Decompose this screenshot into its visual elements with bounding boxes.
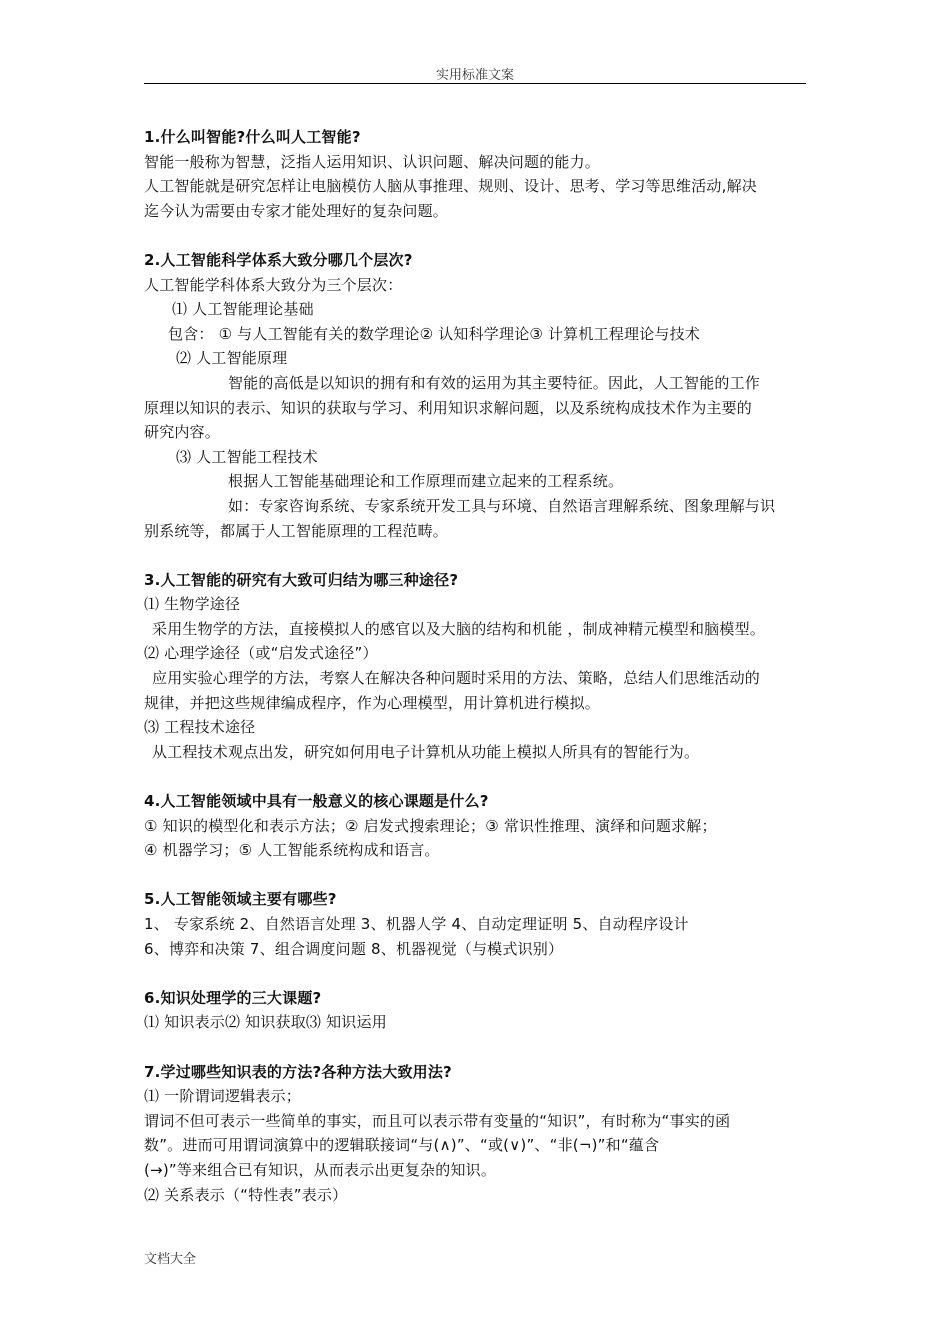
text-line: 6、博弈和决策 7、组合调度问题 8、机器视觉（与模式识别） — [144, 939, 564, 958]
text-line: ⑴ 一阶谓词逻辑表示； — [144, 1087, 301, 1106]
text-line: 谓词不但可表示一些简单的事实，而且可以表示带有变量的“知识”，有时称为“事实的函 — [144, 1111, 731, 1130]
text-line: 1、 专家系统 2、自然语言处理 3、机器人学 4、自动定理证明 5、自动程序设计 — [144, 915, 689, 933]
text-line: ⑴ 生物学途径 — [144, 595, 241, 614]
page-footer: 文档大全 — [144, 1252, 197, 1267]
question-6-title: 6.知识处理学的三大课题? — [144, 988, 322, 1007]
question-4-title: 4.人工智能领域中具有一般意义的核心课题是什么? — [144, 792, 489, 811]
text-line: ① 知识的模型化和表示方法；② 启发式搜索理论；③ 常识性推理、演绎和问题求解； — [144, 816, 717, 835]
text-line: ④ 机器学习；⑤ 人工智能系统构成和语言。 — [144, 841, 440, 860]
text-line: 智能的高低是以知识的拥有和有效的运用为其主要特征。因此，人工智能的工作 — [228, 373, 761, 392]
text-line: ⑶ 工程技术途径 — [144, 718, 256, 737]
text-line: 数”。进而可用谓词演算中的逻辑联接词“与(∧)”、“或(∨)”、“非(¬)”和“蕴含 — [144, 1136, 660, 1155]
text-line: (→)”等来组合已有知识，从而表示出更复杂的知识。 — [144, 1160, 497, 1179]
question-5-title: 5.人工智能领域主要有哪些? — [144, 890, 337, 909]
text-line: ⑵ 心理学途径（或“启发式途径”） — [144, 644, 378, 663]
text-line: 原理以知识的表示、知识的获取与学习、利用知识求解问题，以及系统构成技术作为主要的 — [144, 398, 753, 417]
question-2-title: 2.人工智能科学体系大致分哪几个层次? — [144, 250, 413, 269]
question-3-title: 3.人工智能的研究有大致可归结为哪三种途径? — [144, 570, 459, 589]
text-line: 别系统等，都属于人工智能原理的工程范畴。 — [144, 521, 449, 540]
text-line: 如：专家咨询系统、专家系统开发工具与环境、自然语言理解系统、图象理解与识 — [228, 496, 776, 515]
text-line: 智能一般称为智慧，泛指人运用知识、认识问题、解决问题的能力。 — [144, 152, 601, 171]
text-line: ⑴ 人工智能理论基础 — [172, 300, 314, 319]
question-1-title: 1.什么叫智能?什么叫人工智能? — [144, 128, 361, 146]
text-line: 人工智能就是研究怎样让电脑模仿人脑从事推理、规则、设计、思考、学习等思维活动,解决 — [144, 177, 757, 196]
text-line: 包含： ① 与人工智能有关的数学理论② 认知科学理论③ 计算机工程理论与技术 — [168, 324, 701, 343]
text-line: 研究内容。 — [144, 423, 221, 442]
text-line: 规律，并把这些规律编成程序，作为心理模型，用计算机进行模拟。 — [144, 693, 601, 712]
page-header: 实用标准文案 — [435, 68, 514, 83]
text-line: ⑶ 人工智能工程技术 — [176, 447, 318, 466]
text-line: 迄今认为需要由专家才能处理好的复杂问题。 — [144, 201, 449, 220]
question-7-title: 7.学过哪些知识表的方法?各种方法大致用法? — [144, 1062, 452, 1081]
header-divider — [144, 83, 806, 84]
text-line: 从工程技术观点出发，研究如何用电子计算机从功能上模拟人所具有的智能行为。 — [152, 742, 700, 761]
text-line: ⑴ 知识表示⑵ 知识获取⑶ 知识运用 — [144, 1013, 387, 1032]
text-line: 人工智能学科体系大致分为三个层次： — [144, 275, 403, 294]
document-body — [144, 125, 816, 1207]
text-line: 应用实验心理学的方法，考察人在解决各种问题时采用的方法、策略，总结人们思维活动的 — [152, 669, 761, 688]
text-line: 根据人工智能基础理论和工作原理而建立起来的工程系统。 — [228, 472, 624, 491]
text-line: 采用生物学的方法，直接模拟人的感官以及大脑的结构和机能 ，制成神精元模型和脑模型。 — [152, 619, 765, 638]
text-line: ⑵ 关系表示（“特性表”表示） — [144, 1185, 348, 1204]
text-line: ⑵ 人工智能原理 — [176, 349, 288, 368]
